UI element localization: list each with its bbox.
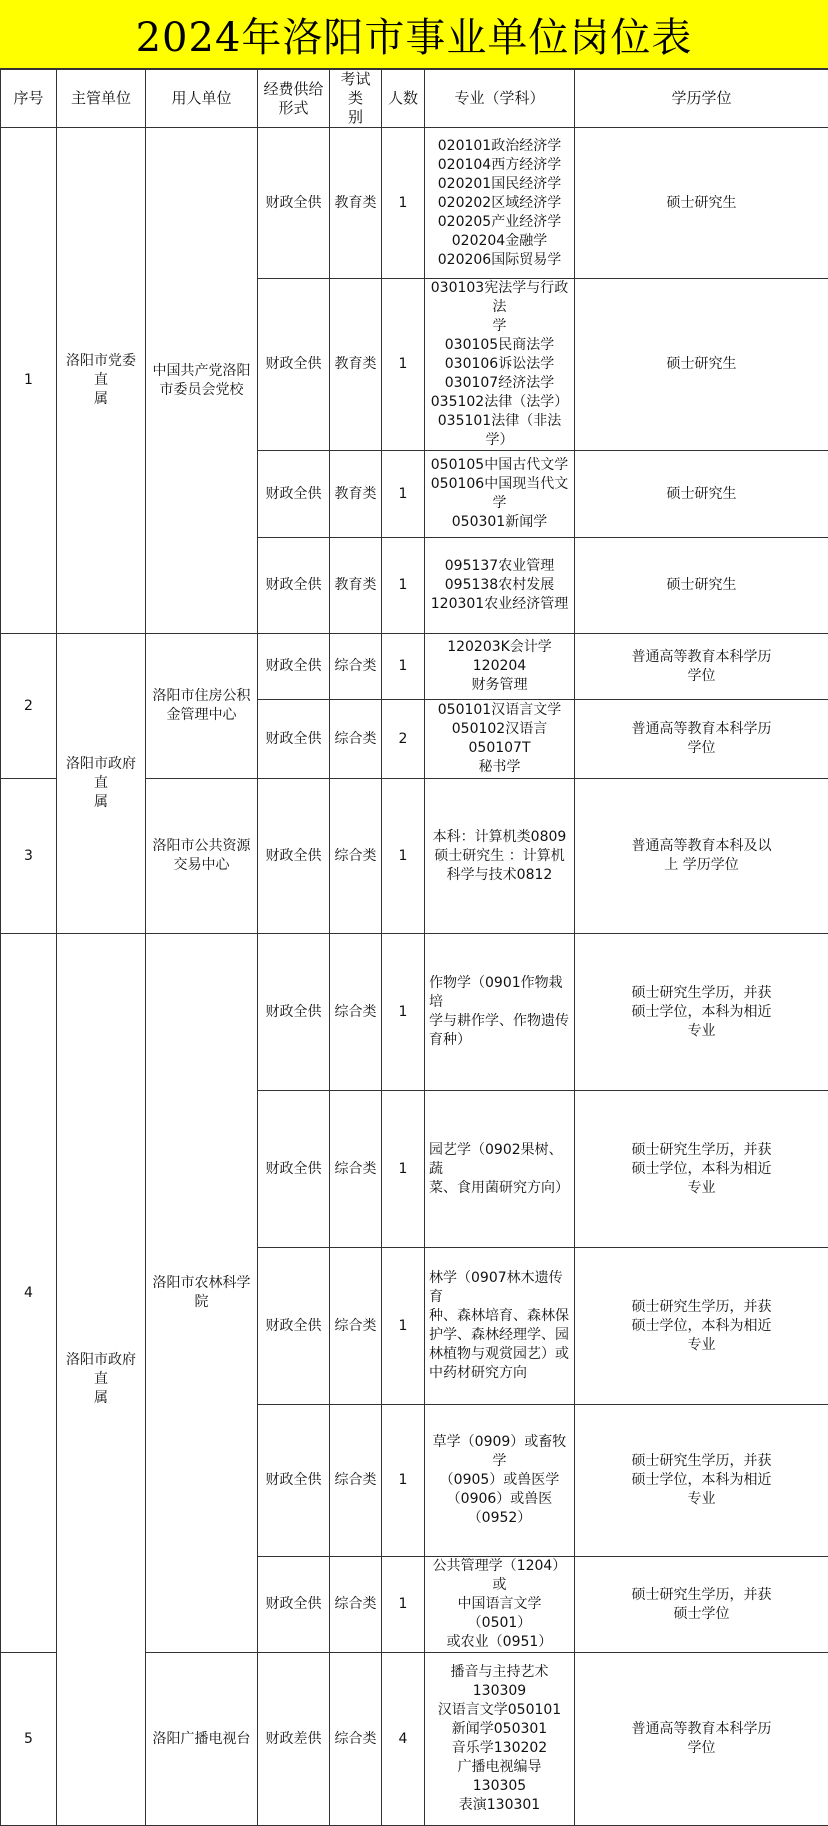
exam-cell: 教育类 [330,451,382,538]
fund-cell: 财政全供 [258,700,330,779]
seq-cell: 2 [1,634,57,779]
header-row [1,70,828,128]
fund-cell: 财政全供 [258,128,330,279]
page-title: 2024年洛阳市事业单位岗位表 [136,6,693,63]
count-cell: 1 [382,128,425,279]
dept-cell: 洛阳市政府直 属 [57,634,146,934]
count-cell: 1 [382,538,425,634]
header-fund: 经费供给 形式 [258,70,330,128]
header-exam: 考试类 别 [330,70,382,128]
header-count: 人数 [382,70,425,128]
major-cell: 公共管理学（1204）或 中国语言文学（0501） 或农业（0951） [425,1557,575,1653]
dept-cell: 洛阳市党委直 属 [57,128,146,634]
degree-cell: 硕士研究生学历，并获 硕士学位，本科为相近 专业 [575,1405,828,1557]
fund-cell: 财政全供 [258,279,330,451]
unit-cell: 中国共产党洛阳 市委员会党校 [146,128,258,634]
count-cell: 1 [382,934,425,1091]
major-cell: 作物学（0901作物栽培 学与耕作学、作物遗传 育种） [425,934,575,1091]
count-cell: 1 [382,279,425,451]
table-row [1,128,828,279]
exam-cell: 综合类 [330,1405,382,1557]
exam-cell: 综合类 [330,700,382,779]
count-cell: 1 [382,1091,425,1248]
seq-cell: 3 [1,779,57,934]
count-cell: 1 [382,634,425,700]
count-cell: 1 [382,779,425,934]
table-row [1,934,828,1091]
unit-cell: 洛阳市住房公积 金管理中心 [146,634,258,779]
degree-cell: 硕士研究生学历，并获 硕士学位，本科为相近 专业 [575,1091,828,1248]
fund-cell: 财政全供 [258,1405,330,1557]
fund-cell: 财政全供 [258,934,330,1091]
fund-cell: 财政全供 [258,451,330,538]
count-cell: 4 [382,1653,425,1826]
positions-table [0,69,828,1826]
major-cell: 本科：计算机类0809 硕士研究生 ：计算机 科学与技术0812 [425,779,575,934]
degree-cell: 硕士研究生 [575,128,828,279]
count-cell: 1 [382,1248,425,1405]
degree-cell: 硕士研究生学历，并获 硕士学位 [575,1557,828,1653]
title-bar [0,0,828,69]
header-major: 专业（学科） [425,70,575,128]
seq-cell: 1 [1,128,57,634]
exam-cell: 综合类 [330,634,382,700]
major-cell: 050101汉语言文学 050102汉语言050107T 秘书学 [425,700,575,779]
major-cell: 020101政治经济学 020104西方经济学 020201国民经济学 020202区域经济学 020205产业经济学 020204金融学 020206国际贸易学 [425,128,575,279]
fund-cell: 财政全供 [258,779,330,934]
fund-cell: 财政全供 [258,538,330,634]
header-degree: 学历学位 [575,70,828,128]
fund-cell: 财政全供 [258,1557,330,1653]
fund-cell: 财政差供 [258,1653,330,1826]
major-cell: 园艺学（0902果树、蔬 菜、食用菌研究方向） [425,1091,575,1248]
unit-cell: 洛阳广播电视台 [146,1653,258,1826]
fund-cell: 财政全供 [258,1248,330,1405]
header-seq: 序号 [1,70,57,128]
degree-cell: 硕士研究生学历，并获 硕士学位，本科为相近 专业 [575,1248,828,1405]
major-cell: 120203K会计学120204 财务管理 [425,634,575,700]
exam-cell: 综合类 [330,1248,382,1405]
exam-cell: 综合类 [330,1091,382,1248]
major-cell: 030103宪法学与行政法 学 030105民商法学 030106诉讼法学 030107经济法学 035102法律（法学） 035101法律（非法学） [425,279,575,451]
major-cell: 林学（0907林木遗传育 种、森林培育、森林保 护学、森林经理学、园 林植物与观赏园艺）或 中药材研究方向 [425,1248,575,1405]
exam-cell: 教育类 [330,279,382,451]
dept-cell: 洛阳市政府直 属 [57,934,146,1826]
count-cell: 1 [382,451,425,538]
exam-cell: 教育类 [330,538,382,634]
major-cell: 095137农业管理 095138农村发展 120301农业经济管理 [425,538,575,634]
fund-cell: 财政全供 [258,634,330,700]
degree-cell: 硕士研究生学历，并获 硕士学位，本科为相近 专业 [575,934,828,1091]
unit-cell: 洛阳市公共资源 交易中心 [146,779,258,934]
major-cell: 播音与主持艺术 130309 汉语言文学050101 新闻学050301 音乐学130202 广播电视编导 130305 表演130301 [425,1653,575,1826]
degree-cell: 硕士研究生 [575,451,828,538]
exam-cell: 综合类 [330,779,382,934]
count-cell: 1 [382,1405,425,1557]
degree-cell: 普通高等教育本科学历 学位 [575,634,828,700]
count-cell: 1 [382,1557,425,1653]
degree-cell: 硕士研究生 [575,279,828,451]
exam-cell: 综合类 [330,1653,382,1826]
degree-cell: 普通高等教育本科及以 上 学历学位 [575,779,828,934]
exam-cell: 教育类 [330,128,382,279]
unit-cell: 洛阳市农林科学 院 [146,934,258,1653]
degree-cell: 普通高等教育本科学历 学位 [575,700,828,779]
header-dept: 主管单位 [57,70,146,128]
count-cell: 2 [382,700,425,779]
fund-cell: 财政全供 [258,1091,330,1248]
header-unit: 用人单位 [146,70,258,128]
table-row [1,634,828,700]
exam-cell: 综合类 [330,934,382,1091]
major-cell: 草学（0909）或畜牧学 （0905）或兽医学 （0906）或兽医 （0952） [425,1405,575,1557]
degree-cell: 普通高等教育本科学历 学位 [575,1653,828,1826]
seq-cell: 4 [1,934,57,1653]
exam-cell: 综合类 [330,1557,382,1653]
degree-cell: 硕士研究生 [575,538,828,634]
seq-cell: 5 [1,1653,57,1826]
major-cell: 050105中国古代文学 050106中国现当代文学 050301新闻学 [425,451,575,538]
